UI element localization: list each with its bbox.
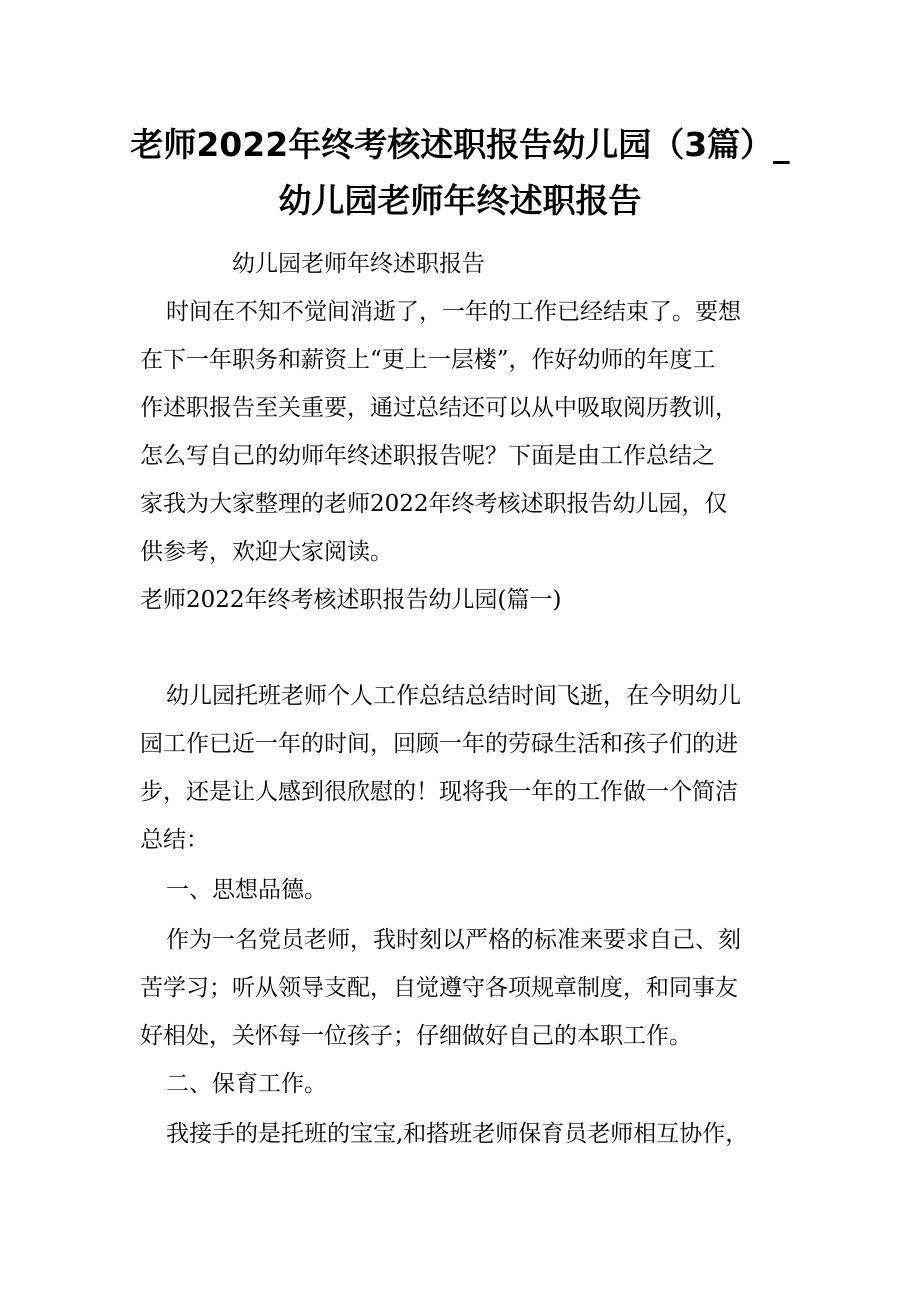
intro-line: 怎么写自己的幼师年终述职报告呢？下面是由工作总结之 xyxy=(140,443,715,469)
heading-childcare: 二、保育工作。 xyxy=(166,1071,327,1097)
document-title-line-2: 幼儿园老师年终述职报告 xyxy=(278,181,642,220)
paragraph-line: 作为一名党员老师，我时刻以严格的标准来要求自己、刻 xyxy=(166,927,741,953)
intro-line: 作述职报告至关重要，通过总结还可以从中吸取阅历教训， xyxy=(140,395,738,421)
document-title-line-1: 老师2022年终考核述职报告幼儿园（3篇）_ xyxy=(130,125,790,164)
intro-line: 家我为大家整理的老师2022年终考核述职报告幼儿园，仅 xyxy=(140,491,728,517)
document-subtitle: 幼儿园老师年终述职报告 xyxy=(232,251,485,277)
paragraph-line: 园工作已近一年的时间，回顾一年的劳碌生活和孩子们的进 xyxy=(140,731,738,757)
section-title: 老师2022年终考核述职报告幼儿园(篇一) xyxy=(140,587,562,613)
paragraph-line: 幼儿园托班老师个人工作总结总结时间飞逝，在今明幼儿 xyxy=(166,683,741,709)
paragraph-line: 好相处，关怀每一位孩子；仔细做好自己的本职工作。 xyxy=(140,1023,692,1049)
intro-line: 供参考，欢迎大家阅读。 xyxy=(140,539,393,565)
paragraph-line: 步，还是让人感到很欣慰的！现将我一年的工作做一个简洁 xyxy=(140,779,738,805)
intro-line: 时间在不知不觉间消逝了，一年的工作已经结束了。要想 xyxy=(166,299,741,325)
paragraph-line: 总结： xyxy=(140,827,209,853)
paragraph-line: 苦学习；听从领导支配，自觉遵守各项规章制度，和同事友 xyxy=(140,975,738,1001)
heading-ideology: 一、思想品德。 xyxy=(166,877,327,903)
paragraph-line: 我接手的是托班的宝宝,和搭班老师保育员老师相互协作， xyxy=(166,1121,749,1147)
intro-line: 在下一年职务和薪资上“更上一层楼”，作好幼师的年度工 xyxy=(140,347,716,373)
